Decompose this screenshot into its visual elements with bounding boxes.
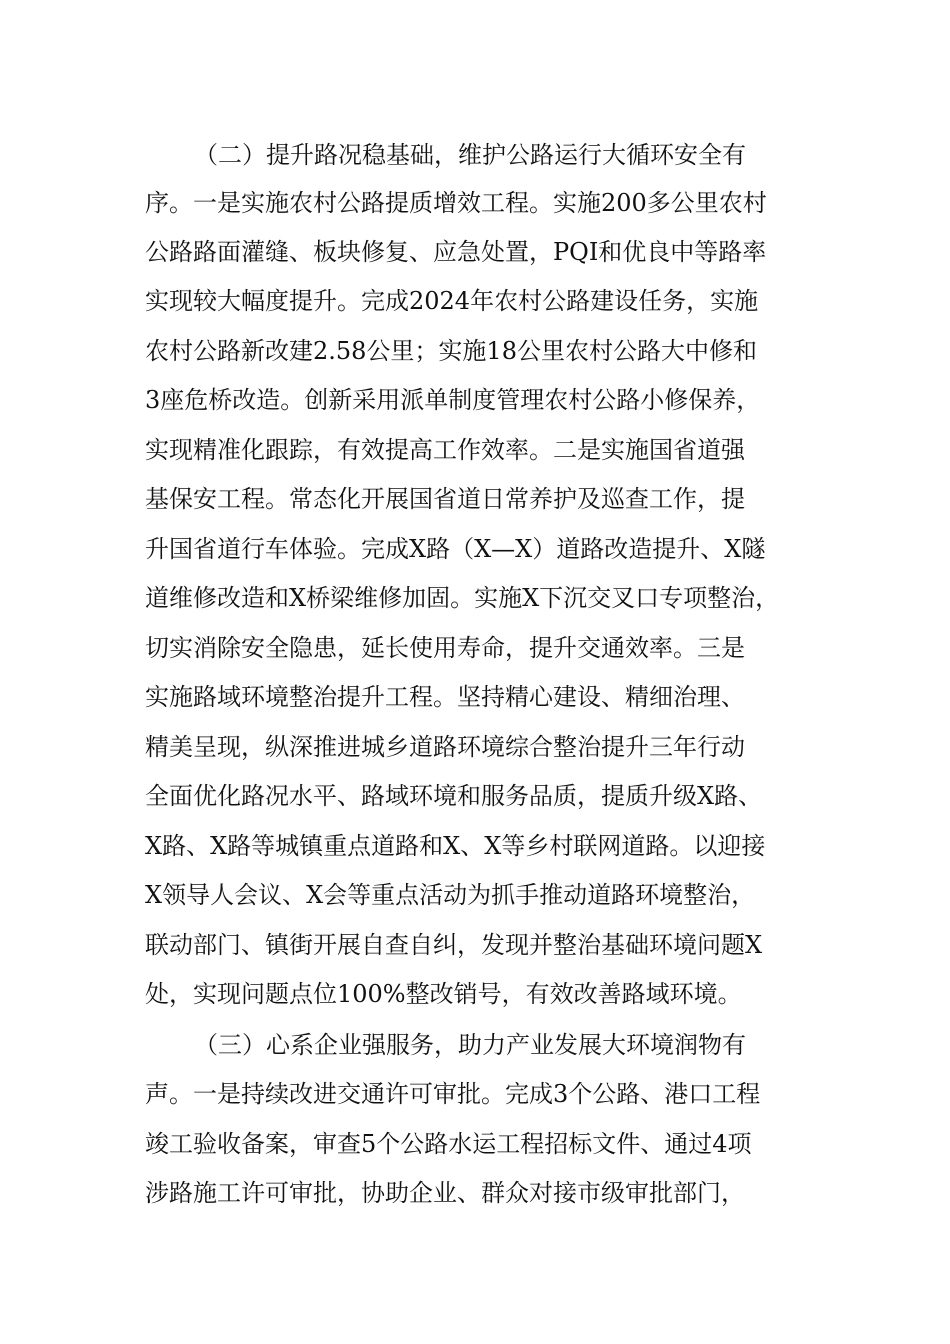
text-line: 实现较大幅度提升。完成2024年农村公路建设任务，实施	[145, 287, 759, 315]
paragraph-3-heading-line: （三）心系企业强服务，助力产业发展大环境润物有	[194, 1031, 746, 1059]
text-line: 3座危桥改造。创新采用派单制度管理农村公路小修保养，	[145, 386, 761, 414]
text-line: X路、X路等城镇重点道路和X、X等乡村联网道路。以迎接	[145, 832, 766, 860]
text-line: 精美呈现，纵深推进城乡道路环境综合整治提升三年行动	[145, 733, 745, 761]
text-line: 处，实现问题点位100%整改销号，有效改善路域环境。	[145, 980, 742, 1008]
text-line: 涉路施工许可审批，协助企业、群众对接市级审批部门，	[145, 1179, 745, 1207]
text-line: 声。一是持续改进交通许可审批。完成3个公路、港口工程	[145, 1080, 761, 1108]
text-line: 实施路域环境整治提升工程。坚持精心建设、精细治理、	[145, 683, 745, 711]
text-line: X领导人会议、X会等重点活动为抓手推动道路环境整治，	[145, 881, 756, 909]
text-line: 道维修改造和X桥梁维修加固。实施X下沉交叉口专项整治，	[145, 584, 780, 612]
text-line: 升国省道行车体验。完成X路（X—X）道路改造提升、X隧	[145, 535, 766, 563]
text-line: 竣工验收备案，审查5个公路水运工程招标文件、通过4项	[145, 1130, 752, 1158]
text-line: 基保安工程。常态化开展国省道日常养护及巡查工作，提	[145, 485, 745, 513]
text-line: 实现精准化跟踪，有效提高工作效率。二是实施国省道强	[145, 436, 745, 464]
text-line: 序。一是实施农村公路提质增效工程。实施200多公里农村	[145, 189, 767, 217]
paragraph-2-heading-line: （二）提升路况稳基础，维护公路运行大循环安全有	[194, 141, 746, 169]
text-line: 联动部门、镇街开展自查自纠，发现并整治基础环境问题X	[145, 931, 763, 959]
text-line: 农村公路新改建2.58公里；实施18公里农村公路大中修和	[145, 337, 757, 365]
text-line: 切实消除安全隐患，延长使用寿命，提升交通效率。三是	[145, 634, 745, 662]
text-line: 全面优化路况水平、路域环境和服务品质，提质升级X路、	[145, 782, 763, 810]
text-line: 公路路面灌缝、板块修复、应急处置，PQI和优良中等路率	[145, 238, 767, 266]
